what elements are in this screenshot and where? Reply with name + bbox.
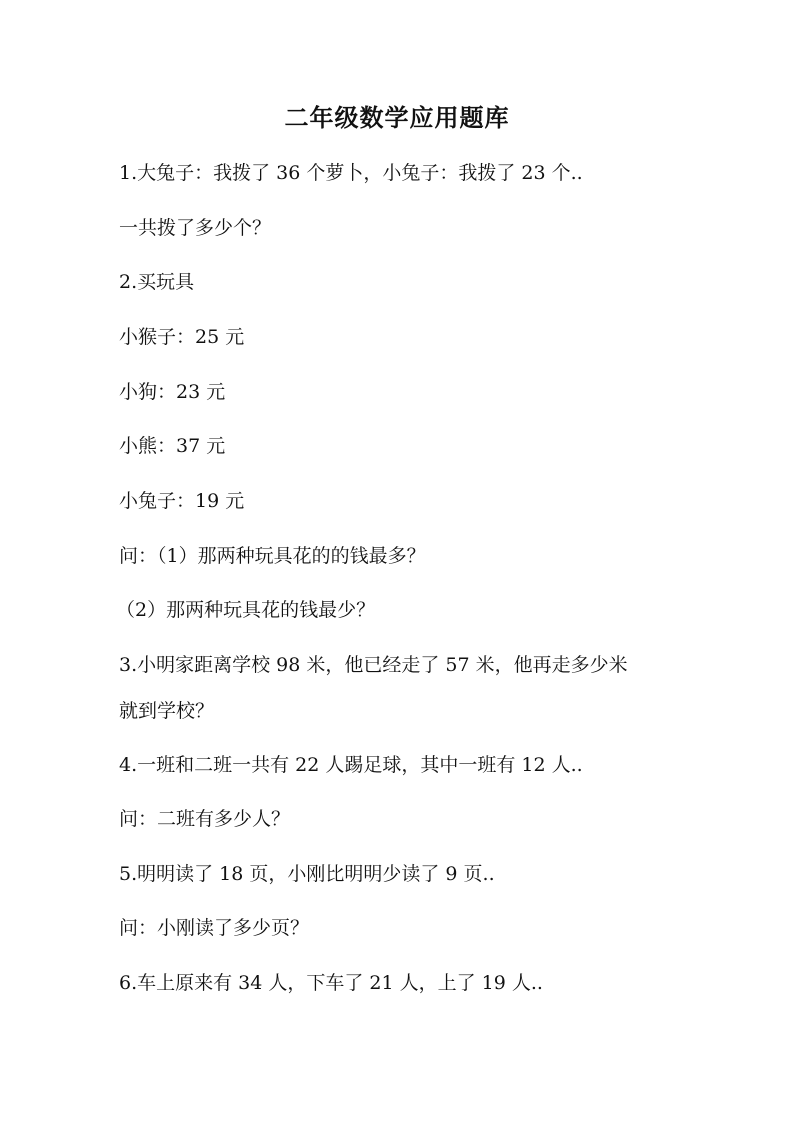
problem-2-price-bear: 小熊：37 元 bbox=[119, 435, 226, 457]
problem-5-line-1: 5.明明读了 18 页，小刚比明明少读了 9 页.. bbox=[119, 863, 495, 885]
problem-1-line-2: 一共拨了多少个？ bbox=[119, 217, 272, 239]
problem-4-line-1: 4.一班和二班一共有 22 人踢足球，其中一班有 12 人.. bbox=[119, 754, 583, 776]
problem-6-line-1: 6.车上原来有 34 人，下车了 21 人，上了 19 人.. bbox=[119, 972, 543, 994]
problem-2-question-2: （2）那两种玩具花的钱最少？ bbox=[116, 599, 376, 621]
problem-2-price-rabbit: 小兔子：19 元 bbox=[119, 490, 245, 512]
problem-2-question-1: 问：（1）那两种玩具花的的钱最多？ bbox=[119, 545, 426, 567]
page-title: 二年级数学应用题库 bbox=[284, 103, 510, 132]
problem-3-line-1: 3.小明家距离学校 98 米，他已经走了 57 米，他再走多少米 bbox=[119, 654, 628, 676]
problem-2-heading: 2.买玩具 bbox=[119, 271, 195, 293]
problem-2-price-monkey: 小猴子：25 元 bbox=[119, 326, 245, 348]
problem-2-price-dog: 小狗：23 元 bbox=[119, 381, 226, 403]
problem-3-line-2: 就到学校？ bbox=[119, 700, 215, 722]
problem-1-line-1: 1.大兔子：我拨了 36 个萝卜，小兔子：我拨了 23 个.. bbox=[119, 162, 583, 184]
problem-5-question: 问：小刚读了多少页？ bbox=[119, 917, 310, 939]
problem-4-question: 问：二班有多少人？ bbox=[119, 808, 291, 830]
